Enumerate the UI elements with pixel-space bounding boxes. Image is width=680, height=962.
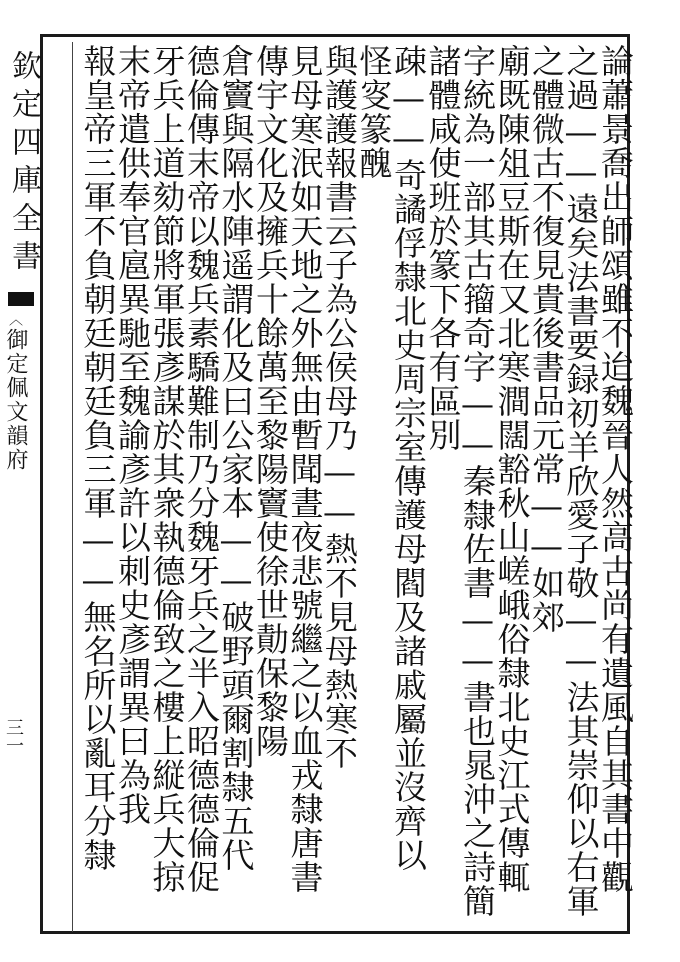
page-number: 三一 bbox=[3, 718, 24, 754]
column-rule bbox=[72, 42, 73, 932]
text-column: 字統為一部其古籀奇字——秦隸佐書——書也晁沖之詩簡 bbox=[458, 44, 497, 918]
text-column: 傳宇文化及擁兵十餘萬至黎陽竇使徐世勣保黎陽 bbox=[251, 44, 290, 758]
book-title: 欽定四庫全書 bbox=[6, 50, 41, 278]
text-column: 廟既陳俎豆斯在又北寒澗闊豁秋山嵯峨俗隸北史江式傳輒 bbox=[492, 44, 532, 894]
text-column: 末帝遣供奉官扈異馳至魏諭彥許以刺史彥謂異曰為我 bbox=[113, 44, 152, 826]
volume-title-text: 御定佩文韻府 bbox=[3, 328, 28, 472]
fishtail-mark bbox=[8, 292, 34, 306]
text-column: 諸體咸使班於篆下各有區別 bbox=[423, 44, 463, 452]
text-column: 疎——奇譎俘隸北史周宗室傳護母閻及諸戚屬並沒齊以 bbox=[389, 44, 428, 872]
text-column: 牙兵上道劾節將軍張彥謀於其衆執德倫致之樓上縦兵大掠 bbox=[147, 44, 187, 894]
text-column: 怪叜篆醜 bbox=[354, 44, 394, 180]
text-column: 倉竇與隔水陣遥謂化及曰公家本——破野頭爾割隸五代 bbox=[216, 44, 256, 872]
text-column: 論蕭景喬出師頌雖不迨魏晉人然高古尚有遺風自其書中觀 bbox=[596, 44, 635, 894]
volume-title bbox=[2, 312, 28, 472]
text-column: 見母寒泯如天地之外無由暫聞晝夜悲號繼之以血戎隸唐書 bbox=[285, 44, 325, 894]
text-column: 德倫傳末帝以魏兵素驕難制乃分魏牙兵之半入昭德德倫促 bbox=[182, 44, 221, 894]
text-column: 之過——遠矣法書要録初羊欣愛子敬——法其崇仰以右軍 bbox=[561, 44, 601, 918]
text-column: 與護護報書云子為公侯母乃——熱不見母熱寒不 bbox=[320, 44, 359, 770]
volume-title-prefix: 〈 bbox=[7, 312, 23, 328]
text-column: 報皇帝三軍不負朝廷朝廷負三軍——無名所以亂耳分隸 bbox=[78, 44, 118, 872]
text-column: 之體微古不復見貴後書品元常——如郊 bbox=[527, 44, 566, 634]
